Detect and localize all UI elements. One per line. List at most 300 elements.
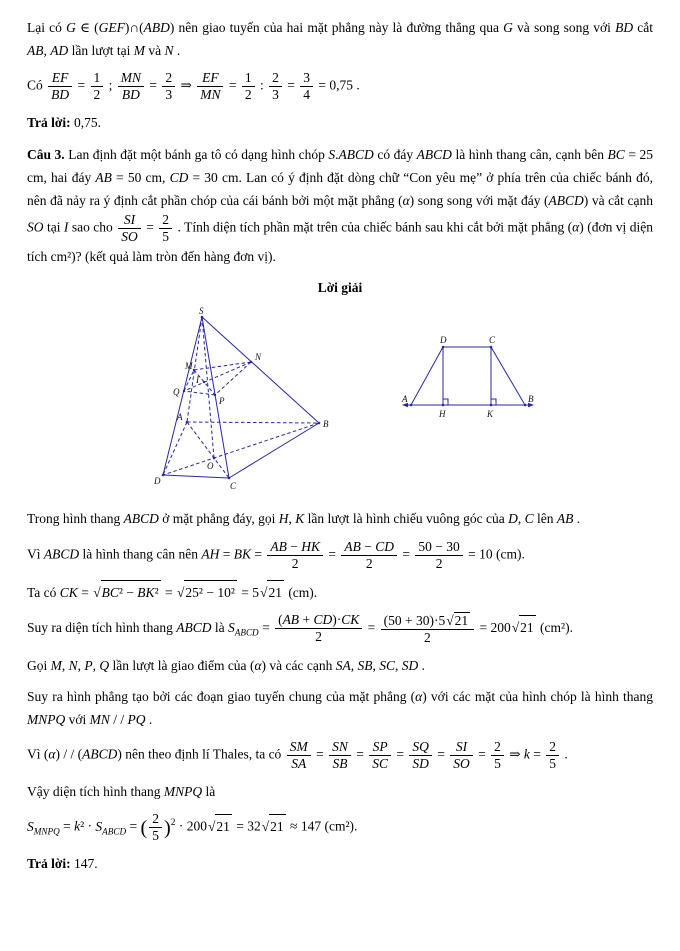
math-variable: SD (412, 756, 429, 772)
math-run (250, 658, 266, 673)
fraction-numerator (269, 70, 282, 87)
math-symbol: = (529, 746, 545, 762)
math-variable: AB (556, 511, 574, 527)
math-symbol: = (142, 219, 158, 235)
pyramid-label-o: O (207, 461, 214, 472)
math-variable: N (164, 43, 174, 59)
math-variable: MN (120, 70, 142, 86)
fraction-denominator (267, 556, 323, 572)
math-variable: AB (282, 612, 300, 628)
text-run: Trong hình thang (27, 511, 124, 527)
math-run (411, 689, 427, 704)
math-run (568, 220, 584, 235)
math-symbol: = (225, 77, 240, 93)
math-symbol: ( (410, 688, 416, 704)
math-symbol: )∩( (124, 20, 144, 35)
math-symbol: ∈ ( (75, 20, 99, 35)
math-symbol: )· (332, 612, 342, 628)
math-variable: BD (121, 87, 140, 103)
pyramid-label-m: M (185, 361, 193, 372)
math-variable: G (66, 20, 76, 35)
math-run (176, 620, 211, 635)
math-symbol: ² · (80, 818, 96, 834)
math-variable: k (523, 746, 530, 762)
fraction (369, 739, 391, 772)
math-variable: SA (335, 657, 351, 673)
math-variable: AB (270, 538, 287, 554)
fraction-denominator (275, 629, 362, 645)
math-symbol: ( (43, 746, 49, 762)
math-symbol: = (312, 746, 328, 762)
math-symbol: = 0,75 . (314, 77, 360, 93)
math-symbol: = (474, 746, 490, 762)
trapezoid-label-k: K (487, 409, 494, 420)
math-variable: HK (301, 538, 320, 554)
fraction-denominator (269, 87, 282, 103)
math-variable: SI (123, 212, 136, 228)
text-run: lên (533, 511, 557, 527)
fraction-numerator (450, 739, 473, 756)
pyramid-vertex-dots (162, 316, 321, 480)
text-run: cm. Lan có ý định đặt dòng chữ “Con yêu mẹ” ở phía trên của chiếc bánh đó, nên đã nảy ra ý định cắt phần chóp của cái bánh bởi một mặt phẳng (27, 169, 653, 208)
math-run (544, 193, 588, 208)
math-variable: AH (201, 546, 220, 562)
math-symbol: · 200 (175, 818, 207, 834)
fraction-denominator (300, 87, 313, 103)
math-run (328, 147, 373, 162)
text-run: . (418, 657, 425, 673)
text-run: . (561, 746, 568, 762)
text-run: và các cạnh (266, 657, 336, 673)
math-variable: PQ (127, 712, 146, 727)
fraction (162, 70, 175, 103)
text-run: (đơn vị diện tích cm²)? (kết quả làm tròn đến hàng đơn vị). (27, 219, 653, 264)
text-run: là (211, 619, 228, 635)
math-symbol: 3 (303, 70, 310, 86)
math-symbol: = (325, 546, 340, 562)
fraction-numerator (546, 739, 559, 756)
paragraph (27, 654, 653, 677)
math-symbol: 3 (165, 87, 173, 103)
fraction (415, 539, 462, 572)
math-variable: C (524, 511, 534, 527)
math-symbol: ( (544, 192, 549, 208)
subscript-base: S (27, 818, 34, 834)
solution-part-1 (27, 16, 653, 299)
trapezoid-label-c: C (489, 335, 496, 346)
math-symbol: = (283, 77, 299, 93)
math-symbol: ) / / ( (55, 746, 83, 762)
text-run: . Tính diện tích phần mặt trên của chiếc bánh sau khi cắt bởi mặt phẳng (174, 219, 568, 235)
square-root (260, 580, 284, 604)
math-run (325, 546, 339, 561)
fraction (329, 739, 351, 772)
math-symbol: = (433, 746, 449, 762)
text-run: Vậy diện tích hình thang (27, 784, 164, 800)
math-symbol: 2 (365, 555, 373, 571)
math-symbol: 3 (272, 87, 279, 103)
math-symbol: = 25 (624, 146, 653, 162)
fraction-denominator (491, 756, 504, 772)
radicand (101, 580, 161, 604)
pyramid-label-s: S (199, 307, 204, 317)
math-variable: EF (202, 70, 219, 86)
math-variable: D (508, 511, 518, 527)
math-run (608, 147, 653, 162)
fraction-denominator (341, 556, 397, 572)
paragraph (27, 852, 653, 875)
math-run (162, 585, 176, 600)
fraction-numerator (159, 212, 172, 229)
paragraph (27, 685, 653, 731)
math-variable: BD (615, 20, 634, 35)
math-run (259, 620, 273, 635)
math-symbol: ( (398, 192, 403, 208)
pyramid-figure (141, 307, 341, 497)
math-run (146, 78, 160, 93)
text-run: có đáy (373, 146, 417, 162)
math-variable: ABCD (43, 546, 80, 562)
math-symbol: ( (249, 657, 255, 673)
math-symbol: = (258, 619, 274, 635)
text-run: song song với mặt đáy (414, 192, 545, 208)
trapezoid-label-b: B (528, 394, 534, 405)
text-run: Ta có (27, 584, 60, 600)
text-run: Suy ra hình phẳng tạo bởi các đoạn giao tuyến chung của mặt phẳng (27, 688, 411, 704)
math-variable: SI (455, 739, 468, 755)
text-run: . (573, 511, 581, 527)
bold-text-run: Trả lời: (27, 856, 71, 872)
text-run: lần lượt tại (68, 43, 134, 59)
math-symbol: 2 (165, 70, 173, 86)
math-variable: SO (453, 756, 470, 772)
math-symbol: 2 (162, 212, 170, 228)
math-symbol: 21 (454, 612, 469, 628)
square-root (512, 615, 536, 639)
fraction-numerator (415, 539, 462, 556)
math-variable: k (74, 818, 81, 834)
math-variable: SN (332, 739, 348, 755)
fraction (48, 70, 72, 103)
math-symbol: ≈ 147 (286, 818, 322, 834)
math-symbol: : (256, 77, 268, 93)
math-variable: Q (99, 657, 110, 673)
subscript-base: S (95, 818, 103, 834)
math-run (177, 78, 195, 93)
math-variable: α (572, 219, 580, 235)
math-symbol: = (77, 584, 93, 600)
math-run (508, 511, 534, 526)
math-variable: BK (233, 546, 251, 562)
math-run (476, 620, 511, 635)
text-run: với các mặt của hình chóp là hình thang (426, 688, 653, 704)
math-symbol: = 30 (188, 169, 218, 185)
trapezoid-label-a: A (402, 394, 408, 405)
trapezoid-edges (405, 347, 531, 405)
math-variable: SC (372, 756, 388, 772)
fraction-denominator (48, 87, 72, 103)
fraction-numerator (149, 811, 162, 828)
math-variable: BC (101, 584, 119, 600)
fraction (118, 212, 141, 245)
math-run (393, 747, 407, 762)
text-run: (cm²). (536, 619, 573, 635)
math-symbol: = 50 (111, 169, 142, 185)
solution-part-2 (27, 507, 653, 875)
paragraph (27, 580, 653, 604)
math-variable: MNPQ (163, 784, 203, 800)
math-symbol: = (392, 746, 408, 762)
pyramid-label-n: N (255, 352, 262, 363)
fraction-denominator (242, 87, 255, 103)
subscript-base: S (227, 619, 235, 635)
math-variable: SB (357, 657, 373, 673)
square-root (208, 814, 232, 838)
math-symbol: 2 (435, 555, 443, 571)
pyramid-label-b: B (323, 419, 329, 430)
math-run (164, 784, 202, 799)
math-symbol: = (161, 584, 176, 600)
text-run: (cm²). (321, 818, 358, 834)
math-variable: GEF (98, 20, 125, 35)
square-root (93, 580, 160, 604)
text-run: là (202, 784, 216, 800)
fraction (118, 70, 144, 103)
math-variable: AB (27, 43, 44, 59)
math-symbol: (50 + 30)·5 (383, 612, 446, 628)
text-run: nên theo định lí Thales, ta có (121, 746, 285, 762)
bold-text-run: Trả lời: (27, 115, 71, 131)
math-variable: AD (50, 43, 69, 59)
square-root (446, 612, 470, 629)
pyramid-label-p: P (219, 396, 225, 407)
math-symbol: ) (409, 192, 415, 208)
math-variable: SD (401, 657, 419, 673)
math-variable: CD (169, 169, 189, 185)
math-run (51, 658, 110, 673)
text-run: Vì (27, 746, 44, 762)
math-symbol: 5 (494, 756, 501, 772)
trapezoid-label-d: D (440, 335, 447, 346)
math-variable: I (63, 219, 69, 235)
text-run: (cm). (284, 584, 318, 600)
math-variable: ABCD (82, 746, 118, 762)
fraction (546, 739, 559, 772)
math-variable: α (415, 688, 423, 704)
fraction-denominator (162, 87, 175, 103)
math-variable: G (503, 20, 513, 35)
math-run (434, 747, 448, 762)
text-run: cắt (633, 20, 653, 35)
math-run (134, 43, 145, 58)
radicand (267, 580, 284, 604)
math-symbol: , (288, 511, 296, 527)
math-run (336, 658, 419, 673)
math-symbol: = (74, 77, 89, 93)
math-symbol: , (43, 43, 51, 59)
fraction-numerator (300, 70, 313, 87)
fraction (300, 70, 313, 103)
math-run (74, 78, 88, 93)
radical-sign: √ (511, 619, 520, 635)
math-variable: M (50, 657, 62, 673)
math-symbol: ) (583, 192, 589, 208)
math-symbol: . (335, 146, 339, 162)
math-variable: ABCD (176, 619, 212, 635)
fraction-denominator (546, 756, 559, 772)
math-symbol: ⇒ (505, 746, 524, 762)
math-variable: AB (344, 538, 361, 554)
text-run: . (145, 712, 153, 727)
math-run (238, 585, 259, 600)
text-run: lần lượt là giao điểm của (109, 657, 250, 673)
math-run (44, 546, 79, 561)
math-variable: EF (51, 70, 69, 86)
paragraph (27, 539, 653, 572)
subscript: MNPQ (33, 826, 60, 837)
math-run (257, 78, 268, 93)
math-variable: MN (200, 87, 221, 103)
math-symbol: 2 (244, 87, 252, 103)
paragraph (27, 111, 653, 134)
radical-sign: √ (93, 584, 101, 600)
math-run (384, 613, 446, 628)
math-run (124, 511, 159, 526)
math-run (233, 819, 261, 834)
math-variable: MNPQ (27, 712, 66, 727)
text-run: (cm). (492, 546, 525, 562)
fraction-numerator (267, 539, 323, 556)
math-symbol: ) (169, 20, 175, 35)
math-variable: ABCD (123, 511, 159, 527)
math-symbol: = 10 (464, 546, 493, 562)
math-run (465, 546, 493, 561)
text-run: 147. (70, 856, 98, 872)
text-run: Có (27, 77, 47, 93)
math-symbol: ) (117, 746, 122, 762)
math-run (417, 147, 452, 162)
math-variable: CK (341, 612, 360, 628)
fraction (91, 70, 104, 103)
section-heading (27, 276, 653, 299)
math-variable: SB (332, 756, 348, 772)
text-run: nên giao tuyến của hai mặt phẳng này là đường thẳng qua (174, 20, 504, 35)
math-symbol: 21 (216, 818, 230, 834)
math-run (364, 620, 378, 635)
trapezoid-label-h: H (439, 409, 446, 420)
paragraph (27, 780, 653, 803)
math-symbol: 2 (423, 629, 431, 645)
radicand (269, 814, 286, 838)
text-run: Lan định đặt một bánh ga tô có dạng hình chóp (64, 146, 329, 162)
fraction-numerator (91, 70, 104, 87)
text-run: là hình thang cân, cạnh bên (451, 146, 608, 162)
math-run (90, 712, 146, 727)
fraction (341, 539, 397, 572)
math-symbol: , (517, 511, 525, 527)
math-symbol: 2 (315, 629, 323, 645)
paragraph (27, 16, 653, 62)
radical-sign: √ (177, 584, 185, 600)
math-variable: ABD (143, 20, 170, 35)
math-run (506, 747, 544, 762)
math-symbol: 2 (272, 70, 279, 86)
text-run: ở mặt phẳng đáy, gọi (158, 511, 279, 527)
math-symbol: 5 (152, 828, 159, 844)
text-run: với (65, 712, 90, 727)
pyramid-solid-edges (163, 317, 319, 478)
math-symbol: = 32 (232, 818, 261, 834)
bold-text-run: Lời giải (317, 280, 363, 296)
fraction (149, 811, 162, 844)
math-variable: CK (59, 584, 78, 600)
math-variable: α (402, 192, 410, 208)
fraction-denominator (409, 756, 432, 772)
big-parenthesis: ) (163, 816, 171, 839)
math-symbol: ⇒ (177, 77, 196, 93)
math-symbol: = (352, 746, 368, 762)
pyramid-label-a: A (177, 412, 183, 423)
text-run: . (173, 43, 181, 59)
math-variable: SC (379, 657, 395, 673)
math-symbol: 5 (549, 756, 557, 772)
text-run: sao cho (68, 219, 117, 235)
math-variable: ABCD (416, 146, 452, 162)
superscript: 2 (170, 818, 176, 829)
math-run (287, 819, 321, 834)
math-symbol: 21 (270, 818, 284, 834)
math-symbol: , (61, 657, 69, 673)
math-run (503, 20, 513, 35)
math-variable: AB (95, 169, 112, 185)
pyramid-labels (153, 307, 329, 491)
math-symbol: , (372, 657, 380, 673)
fraction-denominator (118, 229, 141, 245)
pyramid-label-q: Q (173, 387, 180, 398)
math-symbol: = 200 (476, 619, 511, 635)
math-symbol: ² − (118, 584, 138, 600)
math-variable: SO (121, 229, 138, 245)
math-variable: SA (291, 756, 307, 772)
bold-text-run: Câu 3. (27, 146, 65, 162)
fraction-denominator (149, 828, 162, 844)
math-symbol: ( (278, 612, 283, 628)
math-run (66, 20, 174, 35)
fraction-numerator (381, 612, 475, 630)
fraction-numerator (491, 739, 504, 756)
square-root (177, 580, 237, 604)
subscripted-symbol (95, 818, 127, 837)
math-run (170, 170, 218, 185)
fraction (267, 539, 323, 572)
fraction-numerator (287, 739, 311, 756)
math-variable: CD (313, 612, 333, 628)
math-variable: SQ (412, 739, 429, 755)
math-run (398, 193, 414, 208)
trapezoid-labels (401, 335, 534, 419)
fraction (491, 739, 504, 772)
radical-sign: √ (261, 818, 270, 834)
fraction (381, 612, 475, 646)
math-symbol: ) (261, 657, 267, 673)
text-run: tại (43, 219, 64, 235)
math-run (95, 170, 141, 185)
math-run (27, 43, 68, 58)
fraction-numerator (162, 70, 175, 87)
text-run: Vì (27, 546, 44, 562)
radicand (519, 615, 536, 639)
math-symbol: 1 (93, 70, 101, 86)
